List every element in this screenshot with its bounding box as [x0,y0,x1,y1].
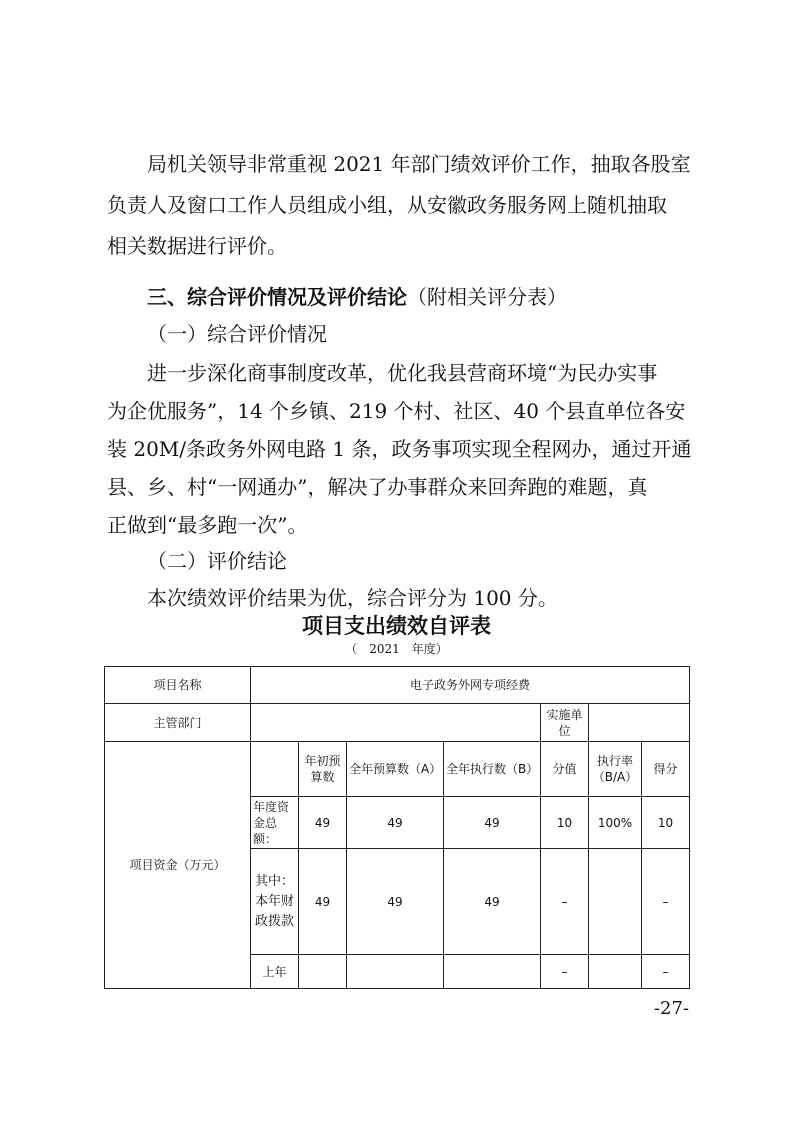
cell-execution-rate: 100% [589,797,642,849]
department-label: 主管部门 [105,704,251,742]
implementing-unit-value [589,704,690,742]
cell-annual-budget: 49 [347,797,444,849]
cell-initial-budget: 49 [299,849,347,955]
cell-annual-execution: 49 [444,849,541,955]
table-row-department [105,704,690,742]
section-heading-title: 三、综合评价情况及评价结论 [147,285,407,309]
paragraph-2-line-5: 正做到“最多跑一次”。 [107,513,308,537]
project-name-value: 电子政务外网专项经费 [251,667,690,704]
project-funds-label: 项目资金（万元） [105,742,251,989]
department-value [251,704,541,742]
cell-annual-execution: 49 [444,797,541,849]
paragraph-1-line-1: 局机关领导非常重视 2021 年部门绩效评价工作，抽取各股室 [147,152,691,176]
cell-execution-rate [589,955,642,989]
header-annual-execution: 全年执行数（B） [444,742,541,797]
table-row-headers [105,742,690,797]
header-annual-budget: 全年预算数（A） [347,742,444,797]
cell-execution-rate [589,849,642,955]
cell-initial-budget [299,955,347,989]
row-label-total: 年度资金总额： [251,797,299,849]
table-title: 项目支出绩效自评表 [302,614,491,638]
cell-initial-budget: 49 [299,797,347,849]
header-score: 得分 [642,742,690,797]
subheading-2: （二）评价结论 [147,549,287,573]
table-subtitle: （ 2021 年度） [345,642,448,656]
section-heading-note: （附相关评分表） [407,285,567,309]
cell-score-weight: – [541,849,589,955]
paragraph-3: 本次绩效评价结果为优，综合评分为 100 分。 [147,586,558,610]
paragraph-1-line-3: 相关数据进行评价。 [107,234,287,258]
cell-annual-execution [444,955,541,989]
header-initial-budget: 年初预算数 [299,742,347,797]
implementing-unit-label: 实施单位 [541,704,589,742]
paragraph-2-line-1: 进一步深化商事制度改革，优化我县营商环境“为民办实事 [147,361,658,385]
row-label-previous-year: 上年 [251,955,299,989]
cell-annual-budget [347,955,444,989]
header-execution-rate: 执行率（B/A） [589,742,642,797]
cell-score: 10 [642,797,690,849]
page-number: -27- [653,998,689,1019]
header-score-weight: 分值 [541,742,589,797]
self-evaluation-table [104,666,690,989]
paragraph-1-line-2: 负责人及窗口工作人员组成小组，从安徽政务服务网上随机抽取 [107,193,667,217]
cell-annual-budget: 49 [347,849,444,955]
cell-score-weight: 10 [541,797,589,849]
header-blank [251,742,299,797]
paragraph-2-line-4: 县、乡、村“一网通办”，解决了办事群众来回奔跑的难题，真 [107,475,648,499]
paragraph-2-line-3: 装 20M/条政务外网电路 1 条，政务事项实现全程网办，通过开通 [107,437,692,461]
cell-score: – [642,849,690,955]
cell-score-weight: – [541,955,589,989]
project-name-label: 项目名称 [105,667,251,704]
subheading-1: （一）综合评价情况 [147,322,327,346]
paragraph-2-line-2: 为企优服务”，14 个乡镇、219 个村、社区、40 个县直单位各安 [107,399,686,423]
section-heading [147,281,567,310]
table-row-project-name [105,667,690,704]
cell-score: – [642,955,690,989]
row-label-fiscal: 其中：本年财政拨款 [251,849,299,955]
